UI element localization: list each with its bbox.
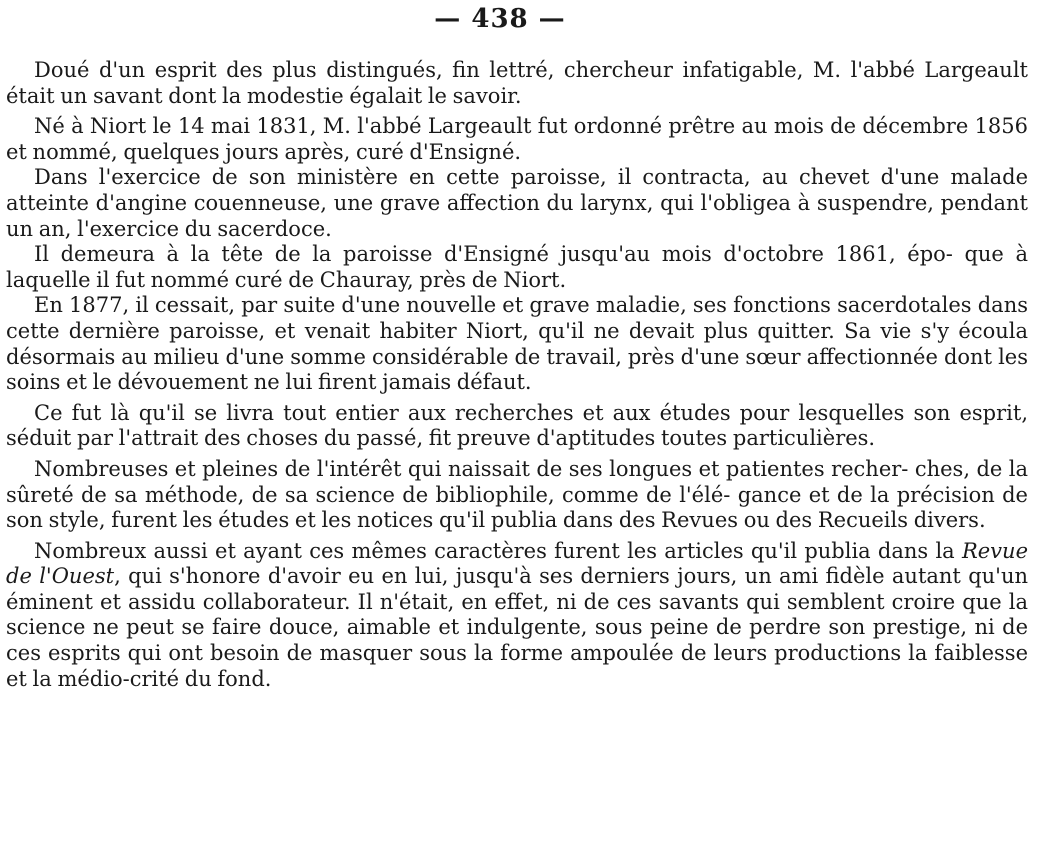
paragraph-6: [6, 401, 1028, 452]
paragraph-8-text-before: Nombreux aussi et ayant ces mêmes caractères furent les articles qu'il publia dans la: [34, 538, 962, 563]
paragraph-3-line-1: Dans l'exercice de son ministère en cette paroisse, il contracta, au chevet d'une: [34, 165, 940, 190]
paragraph-5-line-5: jamais défaut.: [382, 370, 532, 395]
paragraph-5-line-4: travail, près d'une sœur affectionnée dont les soins et le dévouement ne lui firent: [6, 344, 1028, 395]
paragraph-8-text-after: , qui s'honore d'avoir eu en lui, jusqu'à ses derniers jours, un ami fidèle autant qu'un éminent et assidu collaborateur. Il n'était, en effet, ni de ces savants qui semblent croire que la science ne peut se faire douce, aimable et indulgente, sous peine de perdre son prestige, ni de ces esprits qui ont besoin de masquer sous la forme ampoulée de leurs productions la faiblesse et la médio-crité du fond.: [6, 564, 1028, 691]
paragraph-7-line-2: ches, de la sûreté de sa méthode, de sa science de bibliophile, comme de l'élé-: [6, 456, 1028, 507]
paragraph-1-line-2: Largeault était un savant dont la modestie égalait le savoir.: [6, 58, 1028, 108]
paragraph-5: [6, 293, 1028, 395]
paragraph-6-line-3: particulières.: [732, 426, 876, 451]
paragraph-6-line-1: Ce fut là qu'il se livra tout entier aux recherches et aux études pour lesquelles: [34, 400, 905, 425]
paragraph-5-line-3: plus quitter. Sa vie s'y écoula désormais au milieu d'une somme considérable de: [6, 318, 1029, 369]
paragraph-1-line-1: Doué d'un esprit des plus distingués, fin lettré, chercheur infatigable, M. l'abbé: [34, 58, 915, 82]
paragraph-4: [6, 242, 1028, 293]
paragraph-2-line-1: Né à Niort le 14 mai 1831, M. l'abbé Largeault fut ordonné prêtre au mois de: [34, 114, 857, 139]
paragraph-6-line-2: son esprit, séduit par l'attrait des choses du passé, fit preuve d'aptitudes toutes: [6, 400, 1028, 451]
paragraph-7: [6, 457, 1028, 534]
paragraph-4-line-2: que à laquelle il fut nommé curé de Chauray, près de Niort.: [6, 242, 1028, 292]
paragraph-3-line-2: malade atteinte d'angine couenneuse, une grave affection du larynx, qui l'obligea: [6, 165, 1028, 215]
paragraph-3-line-3: à suspendre, pendant un an, l'exercice du sacerdoce.: [6, 190, 1028, 241]
paragraph-7-line-4: dans des Revues ou des Recueils divers.: [562, 508, 986, 533]
paragraph-3: [6, 165, 1028, 242]
paragraph-7-line-1: Nombreuses et pleines de l'intérêt qui naissait de ses longues et patientes recher-: [34, 456, 909, 481]
paragraph-5-line-2: sacerdotales dans cette dernière paroisse, et venait habiter Niort, qu'il ne devait: [6, 293, 1028, 343]
paragraph-1: [6, 58, 1028, 109]
page-number: — 438 —: [434, 4, 566, 34]
paragraph-2: [6, 114, 1028, 165]
paragraph-8: [6, 539, 1028, 693]
paragraph-5-line-1: En 1877, il cessait, par suite d'une nouvelle et grave maladie, ses fonctions: [34, 293, 831, 318]
paragraph-2-line-2: décembre 1856 et nommé, quelques jours après, curé d'Ensigné.: [6, 114, 1028, 164]
paragraph-7-line-3: gance et de la précision de son style, furent les études et les notices qu'il publia: [6, 482, 1028, 533]
body-text: [6, 58, 1028, 692]
journal-title: Revue de l'Ouest: [6, 538, 1028, 589]
paragraph-4-line-1: Il demeura à la tête de la paroisse d'Ensigné jusqu'au mois d'octobre 1861, épo-: [34, 242, 953, 267]
